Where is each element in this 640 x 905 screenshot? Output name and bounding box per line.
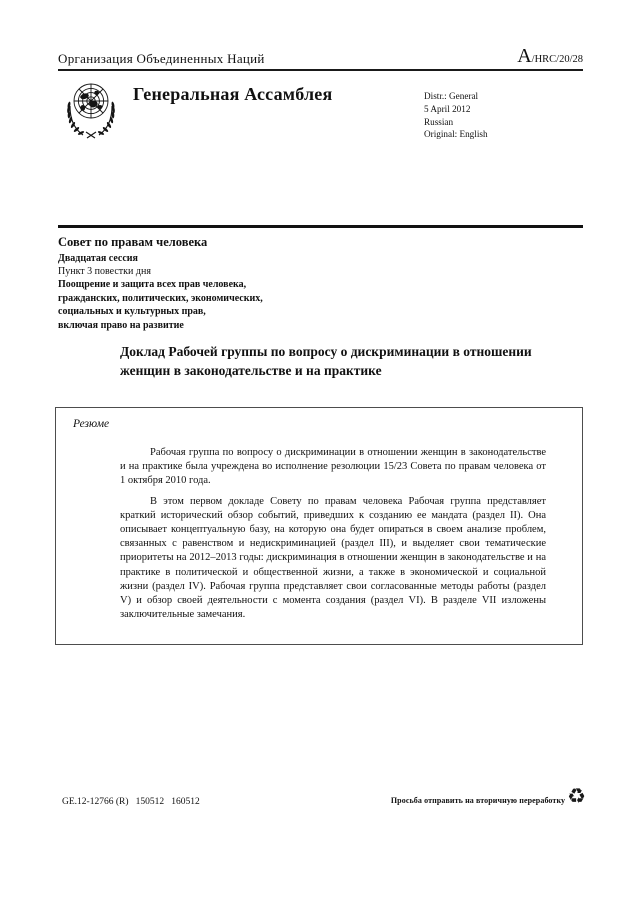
- distr-line: Original: English: [424, 129, 488, 140]
- agenda-title-line: включая право на развитие: [58, 319, 184, 331]
- un-emblem-icon: [59, 76, 123, 142]
- agenda-title-line: Поощрение и защита всех прав человека,: [58, 279, 247, 290]
- doc-symbol: [517, 45, 583, 68]
- agenda-item: Пункт 3 повестки дня: [58, 265, 151, 277]
- footer-recycle: [391, 786, 586, 807]
- distr-line: 5 April 2012: [424, 103, 471, 114]
- section-rule: [58, 225, 583, 228]
- org-name: Организация Объединенных Наций: [58, 51, 265, 66]
- distr-block: [424, 90, 488, 141]
- agenda-title: [58, 278, 263, 332]
- header-rule: [58, 69, 583, 71]
- summary-body: [120, 446, 546, 628]
- footer-doc-id: GE.12-12766 (R) 150512 160512: [62, 797, 200, 807]
- recycle-icon: ♻: [567, 784, 586, 808]
- summary-box: [55, 407, 583, 645]
- doc-symbol-prefix: A: [517, 45, 532, 67]
- agenda-title-line: социальных и культурных прав,: [58, 306, 206, 318]
- distr-line: Russian: [424, 116, 454, 127]
- doc-symbol-suffix: /HRC/20/28: [531, 54, 583, 65]
- session-name: Двадцатая сессия: [58, 253, 138, 264]
- report-title: Доклад Рабочей группы по вопросу о дискриминации в отношении женщин в законодательстве и на практике: [120, 344, 532, 378]
- summary-paragraph: В этом первом докладе Совету по правам человека Рабочая группа представляет краткий исторический обзор событий, приведших к созданию ее мандата (раздел II). Она описывает концептуальную базу, на которую она будет опираться в своем анализе проблем, связанных с равенством и недискриминацией (раздел III), и выделяет свои тематические приоритеты на 2012–2013 годы: дискриминация в отношении женщин в законодательстве и на практике в политической и общественной жизни, а также в экономической и социальной жизни (раздел IV). Рабочая группа представляет свои согласованные методы работы (раздел V) и обзор своей деятельности с момента создания (раздел VI). В разделе VII изложены заключительные замечания.: [120, 495, 546, 621]
- distr-line: Distr.: General: [424, 91, 479, 101]
- summary-paragraph: Рабочая группа по вопросу о дискриминации в отношении женщин в законодательстве и на практике была учреждена во исполнение резолюции 15/23 Совета по правам человека от 1 октября 2010 года.: [120, 447, 546, 487]
- agenda-title-line: гражданских, политических, экономических,: [58, 292, 263, 304]
- assembly-title: Генеральная Ассамблея: [133, 84, 333, 104]
- council-name: Совет по правам человека: [58, 235, 208, 249]
- summary-heading: Резюме: [73, 418, 110, 430]
- recycle-note: Просьба отправить на вторичную переработку: [390, 796, 566, 805]
